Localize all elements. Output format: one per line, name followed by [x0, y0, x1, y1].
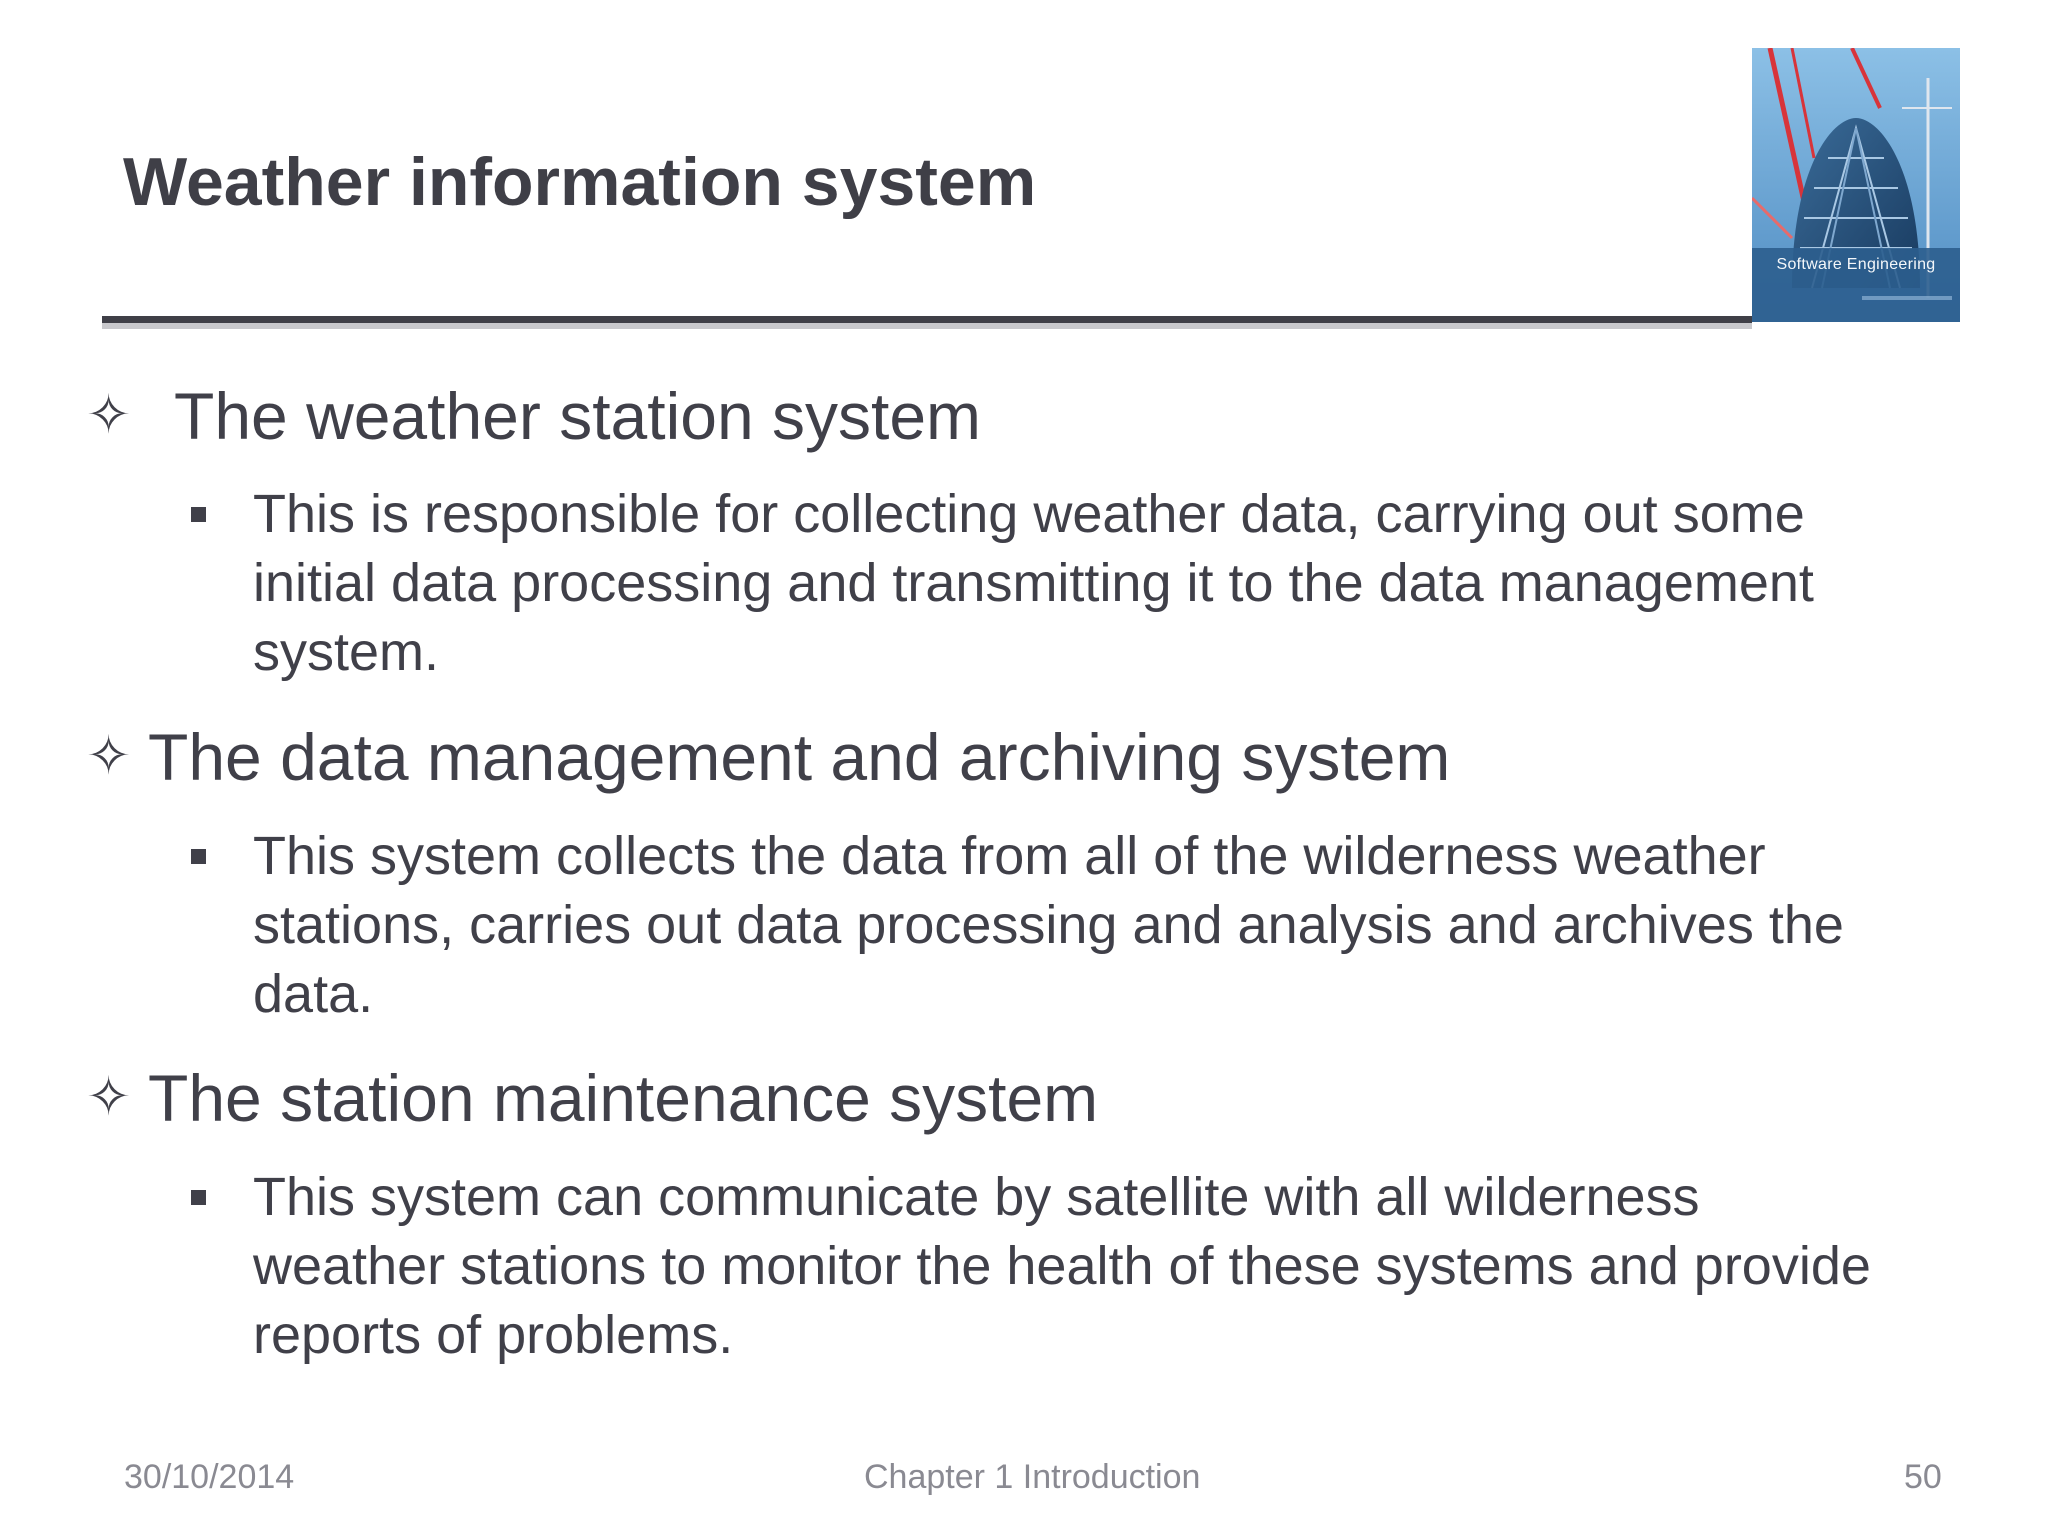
detail-line: reports of problems.: [253, 1305, 734, 1365]
square-bullet-icon: [191, 507, 206, 522]
slide-title: Weather information system: [123, 144, 1037, 220]
book-cover-graphic: [1752, 48, 1960, 322]
detail-line: data.: [253, 964, 374, 1024]
footer-page-number: 50: [1904, 1458, 1942, 1496]
detail-line: This is responsible for collecting weather data, carrying out some: [253, 484, 1805, 544]
square-bullet-icon: [191, 849, 206, 864]
book-cover-caption: Software Engineering: [1776, 256, 1936, 273]
bullet-detail-text: [253, 1163, 2013, 1370]
bullet-heading: The weather station system: [174, 379, 982, 453]
detail-line: initial data processing and transmitting it to the data management: [253, 553, 1814, 613]
bullet-heading: The station maintenance system: [148, 1061, 1099, 1135]
four-pointed-star-icon: ✧: [86, 1067, 132, 1127]
detail-line: weather stations to monitor the health of these systems and provide: [253, 1236, 1871, 1296]
bullet-weather-station: [86, 379, 982, 453]
footer-date: 30/10/2014: [124, 1458, 295, 1496]
four-pointed-star-icon: ✧: [86, 726, 132, 786]
title-divider: [102, 316, 1752, 323]
detail-line: system.: [253, 622, 440, 682]
bullet-data-management: [86, 720, 1451, 794]
bullet-detail-text: [253, 822, 2013, 1029]
four-pointed-star-icon: ✧: [86, 385, 132, 445]
square-bullet-icon: [191, 1190, 206, 1205]
book-cover-image: [1752, 48, 1960, 322]
detail-line: stations, carries out data processing and analysis and archives the: [253, 895, 1844, 955]
bullet-detail-text: [253, 480, 2013, 687]
detail-line: This system can communicate by satellite with all wilderness: [253, 1167, 1700, 1227]
bullet-station-maintenance: [86, 1061, 1099, 1135]
footer-chapter: Chapter 1 Introduction: [864, 1458, 1201, 1496]
title-divider-shadow: [102, 323, 1752, 329]
detail-line: This system collects the data from all of the wilderness weather: [253, 826, 1766, 886]
bullet-heading: The data management and archiving system: [148, 720, 1451, 794]
